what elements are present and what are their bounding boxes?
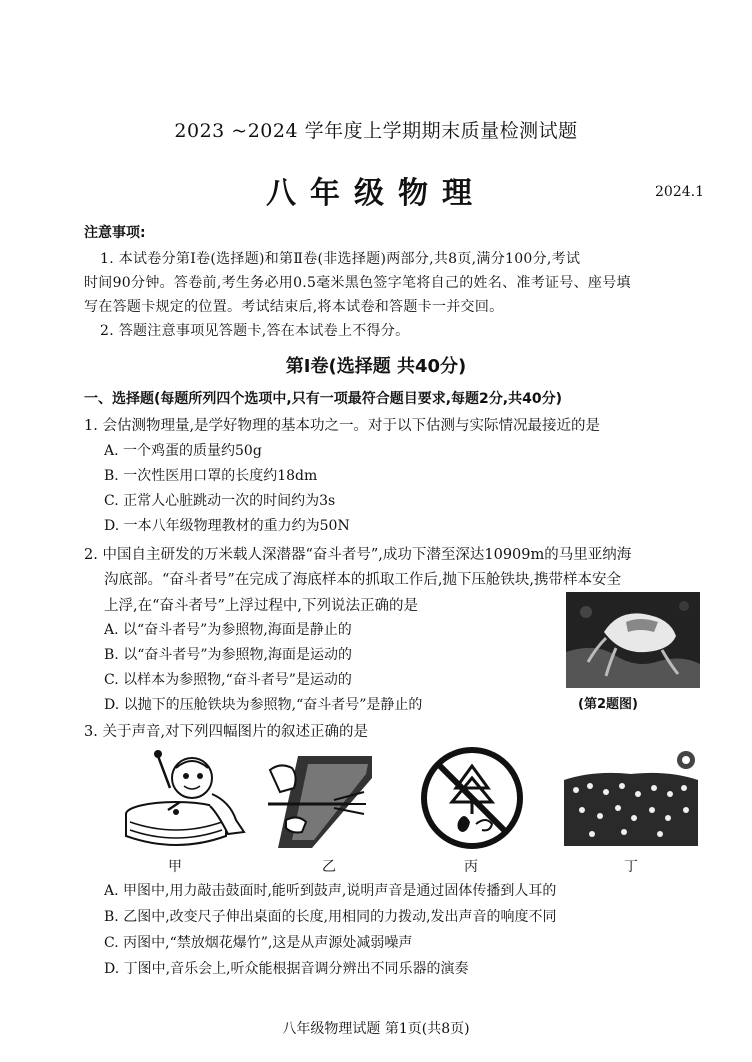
question-2-option-c: C. 以样本为参照物,“奋斗者号”是运动的 [104,672,352,688]
question-3-option-c: C. 丙图中,“禁放烟花爆竹”,这是从声源处减弱噪声 [104,935,413,951]
figure-label-bing: 丙 [464,859,478,875]
question-1-option-b: B. 一次性医用口罩的长度约18dm [104,468,318,484]
notice-line: 2. 答题注意事项见答题卡,答在本试卷上不得分。 [100,323,410,339]
no-fireworks-sign [418,744,526,852]
subject-title: 八年级物理 [266,176,486,211]
figure-label-yi: 乙 [322,859,336,875]
question-2-option-a: A. 以“奋斗者号”为参照物,海面是静止的 [104,622,352,638]
question-2-stem-line: 沟底部。“奋斗者号”在完成了海底样本的抓取工作后,抛下压舱铁块,携带样本安全 [104,572,622,588]
notice-line: 1. 本试卷分第Ⅰ卷(选择题)和第Ⅱ卷(非选择题)两部分,共8页,满分100分,考试 [100,251,581,267]
question-2-option-d: D. 以抛下的压舱铁块为参照物,“奋斗者号”是静止的 [104,697,423,713]
exam-title: 2023 ~2024 学年度上学期期末质量检测试题 [174,120,578,142]
notice-line: 时间90分钟。答卷前,考生务必用0.5毫米黑色签字笔将自己的姓名、准考证号、座号填 [84,275,631,291]
page-footer: 八年级物理试题 第1页(共8页) [282,1021,470,1037]
question-2-option-b: B. 以“奋斗者号”为参照物,海面是运动的 [104,647,352,663]
question-3-option-b: B. 乙图中,改变尺子伸出桌面的长度,用相同的力拨动,发出声音的响度不同 [104,909,557,925]
question-3-option-a: A. 甲图中,用力敲击鼓面时,能听到鼓声,说明声音是通过固体传播到人耳的 [104,883,557,899]
exam-date: 2024.1 [655,184,704,200]
drum-figure [118,742,252,850]
question-3-option-d: D. 丁图中,音乐会上,听众能根据音调分辨出不同乐器的演奏 [104,961,469,977]
question-1-option-d: D. 一本八年级物理教材的重力约为50N [104,518,350,534]
notice-heading: 注意事项: [84,225,146,241]
submersible-photo [566,592,700,688]
notice-line: 写在答题卡规定的位置。考试结束后,将本试卷和答题卡一并交回。 [84,299,504,315]
section-heading: 一、选择题(每题所列四个选项中,只有一项最符合题目要求,每题2分,共40分) [84,391,562,407]
ruler-figure [268,748,378,848]
concert-photo [564,750,698,846]
question-3-stem: 3. 关于声音,对下列四幅图片的叙述正确的是 [84,724,369,740]
figure-label-ding: 丁 [624,859,638,875]
question-2-stem-line: 上浮,在“奋斗者号”上浮过程中,下列说法正确的是 [104,598,419,614]
question-1-option-a: A. 一个鸡蛋的质量约50g [104,443,262,459]
question-1-option-c: C. 正常人心脏跳动一次的时间约为3s [104,493,336,509]
question-1-stem: 1. 会估测物理量,是学好物理的基本功之一。对于以下估测与实际情况最接近的是 [84,418,601,434]
question-2-stem-line: 2. 中国自主研发的万米载人深潜器“奋斗者号”,成功下潜至深达10909m的马里亚纳海 [84,547,632,563]
part-title: 第Ⅰ卷(选择题 共40分) [285,356,467,377]
figure-2-caption: (第2题图) [578,697,638,712]
figure-label-jia: 甲 [168,859,182,875]
